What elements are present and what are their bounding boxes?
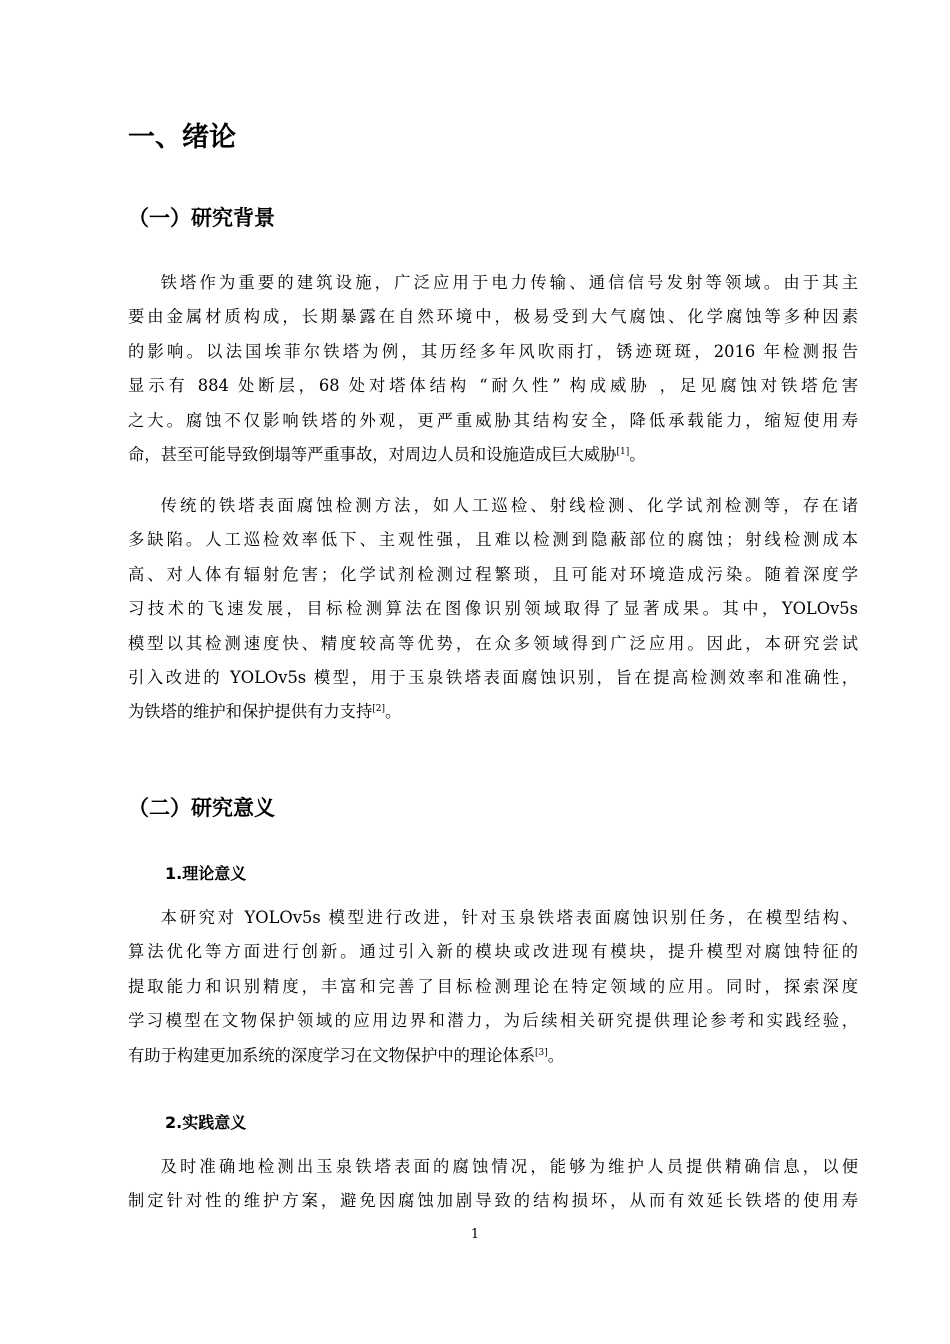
text-line: 的影响。以法国埃菲尔铁塔为例，其历经多年风吹雨打，锈迹斑斑，2016 年检测报告 (128, 341, 858, 361)
text-line: 之大。腐蚀不仅影响铁塔的外观，更严重威胁其结构安全，降低承载能力，缩短使用寿 (128, 410, 858, 430)
text-line: 提取能力和识别精度，丰富和完善了目标检测理论在特定领域的应用。同时，探索深度 (128, 976, 858, 996)
text-line: 显示有 884 处断层，68 处对塔体结构 “耐久性” 构成威胁 ，足见腐蚀对铁塔危害 (128, 376, 858, 396)
chapter-heading: 一、绪论 (128, 122, 236, 153)
page-number: 1 (470, 1227, 480, 1242)
text-line: 本研究对 YOLOv5s 模型进行改进，针对玉泉铁塔表面腐蚀识别任务，在模型结构、 (160, 908, 858, 927)
text-line: 习技术的飞速发展，目标检测算法在图像识别领域取得了显著成果。其中，YOLOv5s (128, 599, 858, 619)
text-line: 学习模型在文物保护领域的应用边界和潜力，为后续相关研究提供理论参考和实践经验， (128, 1011, 858, 1031)
text-run: 为铁塔的维护和保护提供有力支持 (128, 702, 373, 722)
text-line: 制定针对性的维护方案，避免因腐蚀加剧导致的结构损坏，从而有效延长铁塔的使用寿 (128, 1191, 858, 1211)
section-heading-significance: （二）研究意义 (128, 796, 275, 820)
text-line: 及时准确地检测出玉泉铁塔表面的腐蚀情况，能够为维护人员提供精确信息，以便 (160, 1157, 858, 1176)
text-line: 高、对人体有辐射危害；化学试剂检测过程繁琐，且可能对环境造成污染。随着深度学 (128, 564, 858, 584)
text-run: 。 (547, 1045, 565, 1065)
text-line: 传统的铁塔表面腐蚀检测方法，如人工巡检、射线检测、化学试剂检测等，存在诸 (160, 496, 858, 515)
citation-ref-2: [2] (372, 704, 385, 715)
text-run: 。 (629, 444, 646, 464)
text-line: 要由金属材质构成，长期暴露在自然环境中，极易受到大气腐蚀、化学腐蚀等多种因素 (128, 307, 858, 327)
subsection-heading-theory: 1.理论意义 (165, 864, 247, 883)
text-line-last (128, 695, 858, 729)
citation-ref-3: [3] (535, 1047, 548, 1058)
text-line-last (128, 438, 858, 472)
text-run: 有助于构建更加系统的深度学习在文物保护中的理论体系 (128, 1045, 536, 1065)
text-run: 。 (384, 702, 402, 722)
text-run: 命，甚至可能导致倒塌等严重事故，对周边人员和设施造成巨大威胁 (128, 444, 617, 464)
text-line: 算法优化等方面进行创新。通过引入新的模块或改进现有模块，提升模型对腐蚀特征的 (128, 942, 858, 962)
text-line: 铁塔作为重要的建筑设施，广泛应用于电力传输、通信信号发射等领域。由于其主 (160, 273, 858, 292)
text-line: 引入改进的 YOLOv5s 模型，用于玉泉铁塔表面腐蚀识别，旨在提高检测效率和准确性， (128, 667, 858, 687)
text-line-last (128, 1039, 858, 1073)
paragraph-practice (128, 1150, 858, 1219)
section-heading-background: （一）研究背景 (128, 206, 275, 230)
citation-ref-1: [1] (616, 446, 630, 457)
text-line: 模型以其检测速度快、精度较高等优势，在众多领域得到广泛应用。因此，本研究尝试 (128, 633, 858, 653)
paragraph-background-2 (128, 489, 858, 730)
paragraph-background-1 (128, 266, 858, 472)
text-line: 多缺陷。人工巡检效率低下、主观性强，且难以检测到隐蔽部位的腐蚀；射线检测成本 (128, 530, 858, 550)
paragraph-theory (128, 901, 858, 1073)
subsection-heading-practice: 2.实践意义 (165, 1113, 247, 1132)
